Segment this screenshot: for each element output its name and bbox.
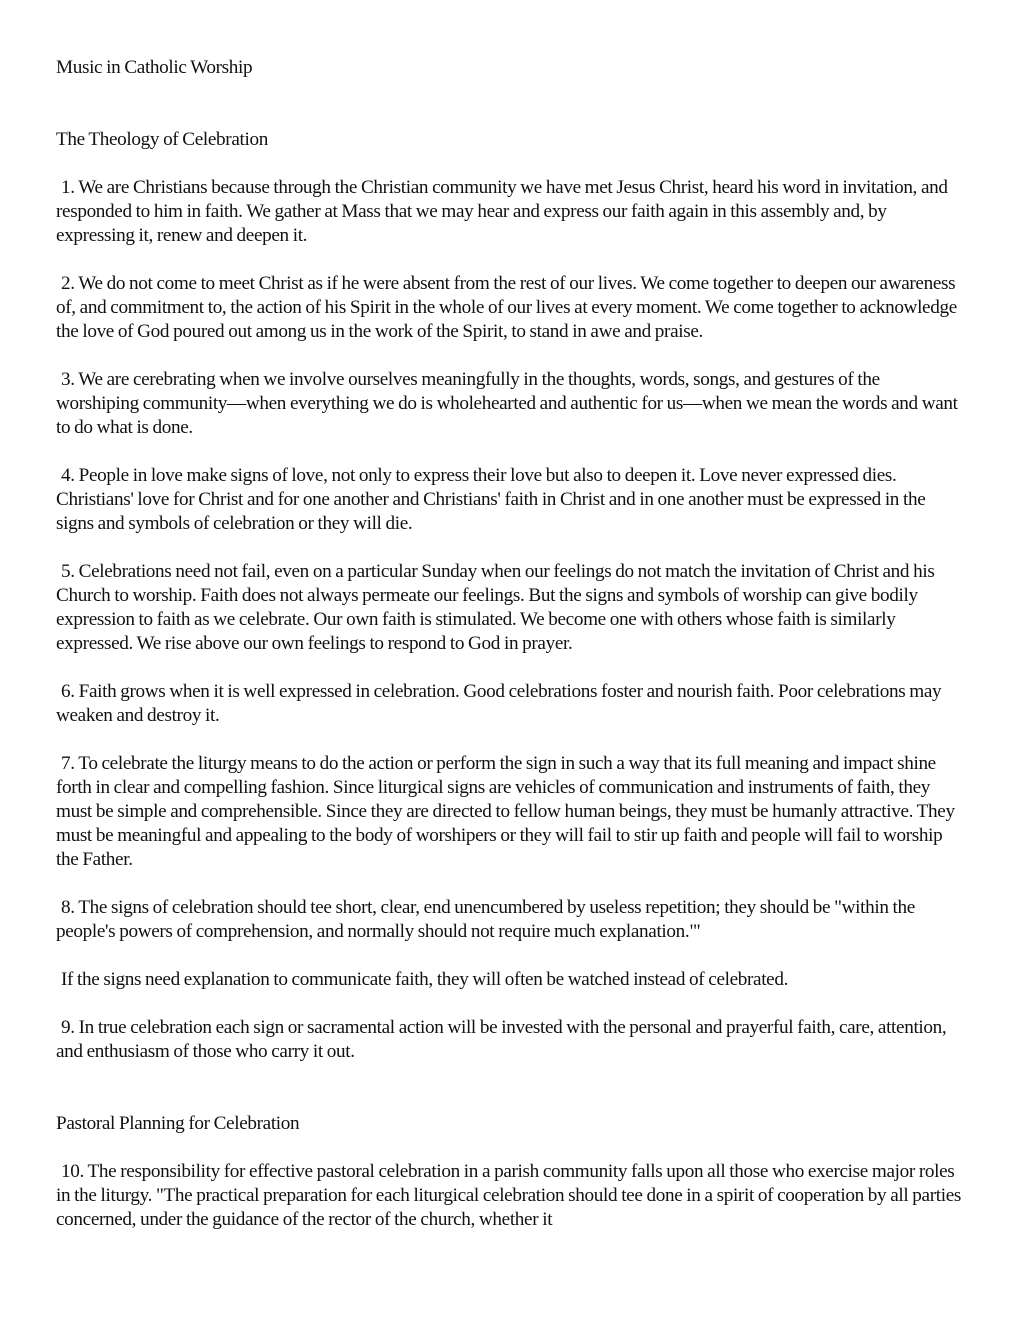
document-page [56,56,966,1232]
document-title: Music in Catholic Worship [56,57,253,78]
section-heading-pastoral-planning: Pastoral Planning for Celebration [56,1113,300,1134]
paragraph-1: 1. We are Christians because through the Christian community we have met Jesus Christ, heard his word in invitation, and responded to him in faith. We gather at Mass that we may hear and express our faith again in this assembly and, by expressing it, renew and deepen it. [56,177,948,246]
section-heading-theology: The Theology of Celebration [56,129,268,150]
paragraph-6: 6. Faith grows when it is well expressed in celebration. Good celebrations foster and nourish faith. Poor celebrations may weaken and destroy it. [56,681,942,726]
paragraph-7: 7. To celebrate the liturgy means to do the action or perform the sign in such a way that its full meaning and impact shine forth in clear and compelling fashion. Since liturgical signs are vehicles of communication and instruments of faith, they must be simple and comprehensible. Since they are directed to fellow human beings, they must be humanly attractive. They must be meaningful and appealing to the body of worshipers or they will fail to stir up faith and people will fail to worship the Father. [56,753,955,870]
paragraph-9: 9. In true celebration each sign or sacramental action will be invested with the personal and prayerful faith, care, attention, and enthusiasm of those who carry it out. [56,1017,947,1062]
paragraph-10: 10. The responsibility for effective pastoral celebration in a parish community falls upon all those who exercise major roles in the liturgy. "The practical preparation for each liturgical celebration should tee done in a spirit of cooperation by all parties concerned, under the guidance of the rector of the church, whether it [56,1161,961,1230]
paragraph-8-continuation: If the signs need explanation to communicate faith, they will often be watched instead of celebrated. [61,969,789,990]
paragraph-8: 8. The signs of celebration should tee short, clear, end unencumbered by useless repetition; they should be "within the people's powers of comprehension, and normally should not require much explanation."' [56,897,915,942]
paragraph-5: 5. Celebrations need not fail, even on a particular Sunday when our feelings do not match the invitation of Christ and his Church to worship. Faith does not always permeate our feelings. But the signs and symbols of worship can give bodily expression to faith as we celebrate. Our own faith is stimulated. We become one with others whose faith is similarly expressed. We rise above our own feelings to respond to God in prayer. [56,561,935,654]
paragraph-3: 3. We are cerebrating when we involve ourselves meaningfully in the thoughts, words, songs, and gestures of the worshiping community—when everything we do is wholehearted and authentic for us—when we mean the words and want to do what is done. [56,369,958,438]
paragraph-2: 2. We do not come to meet Christ as if he were absent from the rest of our lives. We come together to deepen our awareness of, and commitment to, the action of his Spirit in the whole of our lives at every moment. We come together to acknowledge the love of God poured out among us in the work of the Spirit, to stand in awe and praise. [56,273,957,342]
paragraph-4: 4. People in love make signs of love, not only to express their love but also to deepen it. Love never expressed dies. Christians' love for Christ and for one another and Christians' faith in Christ and in one another must be expressed in the signs and symbols of celebration or they will die. [56,465,926,534]
